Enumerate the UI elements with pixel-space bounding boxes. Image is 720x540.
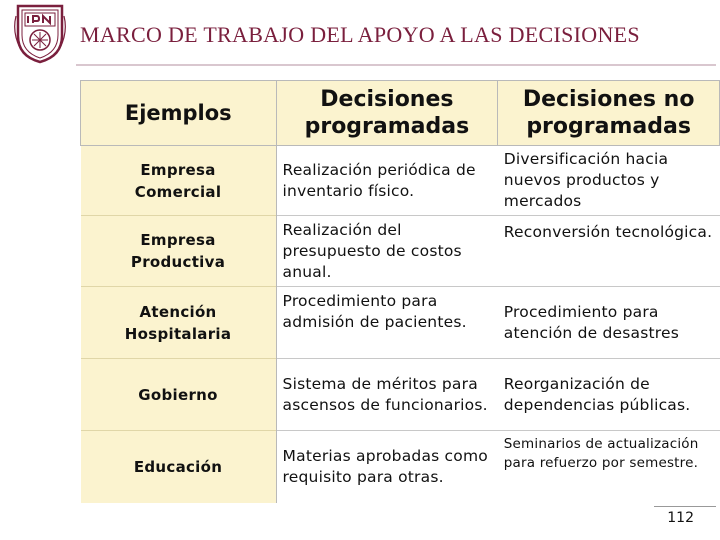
table-row (81, 216, 720, 287)
row-example (81, 216, 277, 287)
header-examples: Ejemplos (81, 81, 277, 146)
cell-non-programmed: Seminarios de actualización para refuerzo por semestre. (498, 431, 720, 503)
header-non-programmed-line1: Decisiones no (522, 87, 695, 112)
row-example (81, 146, 277, 216)
cell-non-programmed: Procedimiento para atención de desastres (498, 287, 720, 359)
row-example-line1: Empresa (140, 160, 216, 179)
row-example-line1: Atención (139, 302, 217, 321)
row-example-line2: Productiva (130, 253, 226, 271)
cell-non-programmed: Reorganización de dependencias públicas. (498, 359, 720, 431)
cell-non-programmed: Reconversión tecnológica. (498, 216, 720, 287)
row-example-line1: Empresa (140, 231, 216, 249)
row-example-line2: Comercial (134, 182, 222, 201)
table-row (81, 146, 720, 216)
cell-programmed: Realización del presupuesto de costos anual. (276, 216, 498, 287)
header-non-programmed (498, 81, 720, 146)
cell-programmed: Procedimiento para admisión de pacientes. (276, 287, 498, 359)
row-example (81, 287, 277, 359)
table-row (81, 287, 720, 359)
row-example-line1: Educación (133, 457, 223, 476)
table-header-row (81, 81, 720, 146)
decisions-table (80, 80, 720, 503)
row-example (81, 431, 277, 503)
ipn-logo (12, 2, 68, 64)
header-non-programmed-line2: programadas (526, 114, 691, 139)
cell-non-programmed: Diversificación hacia nuevos productos y mercados (498, 146, 720, 216)
header-programmed (276, 81, 498, 146)
row-example-line2: Hospitalaria (124, 324, 232, 343)
cell-programmed: Realización periódica de inventario físico. (276, 146, 498, 216)
row-example-line1: Gobierno (138, 385, 218, 404)
cell-programmed: Materias aprobadas como requisito para otras. (276, 431, 498, 503)
table-row (81, 359, 720, 431)
cell-programmed: Sistema de méritos para ascensos de funcionarios. (276, 359, 498, 431)
title-divider (76, 64, 716, 66)
slide-title: MARCO DE TRABAJO DEL APOYO A LAS DECISIONES (80, 22, 640, 47)
page-number: 112 (667, 510, 694, 526)
header-programmed-line2: programadas (304, 114, 470, 139)
ipn-seal-icon (12, 2, 68, 64)
table-row (81, 431, 720, 503)
row-example (81, 359, 277, 431)
header-programmed-line1: Decisiones (320, 87, 454, 112)
page-number-divider (654, 506, 716, 507)
